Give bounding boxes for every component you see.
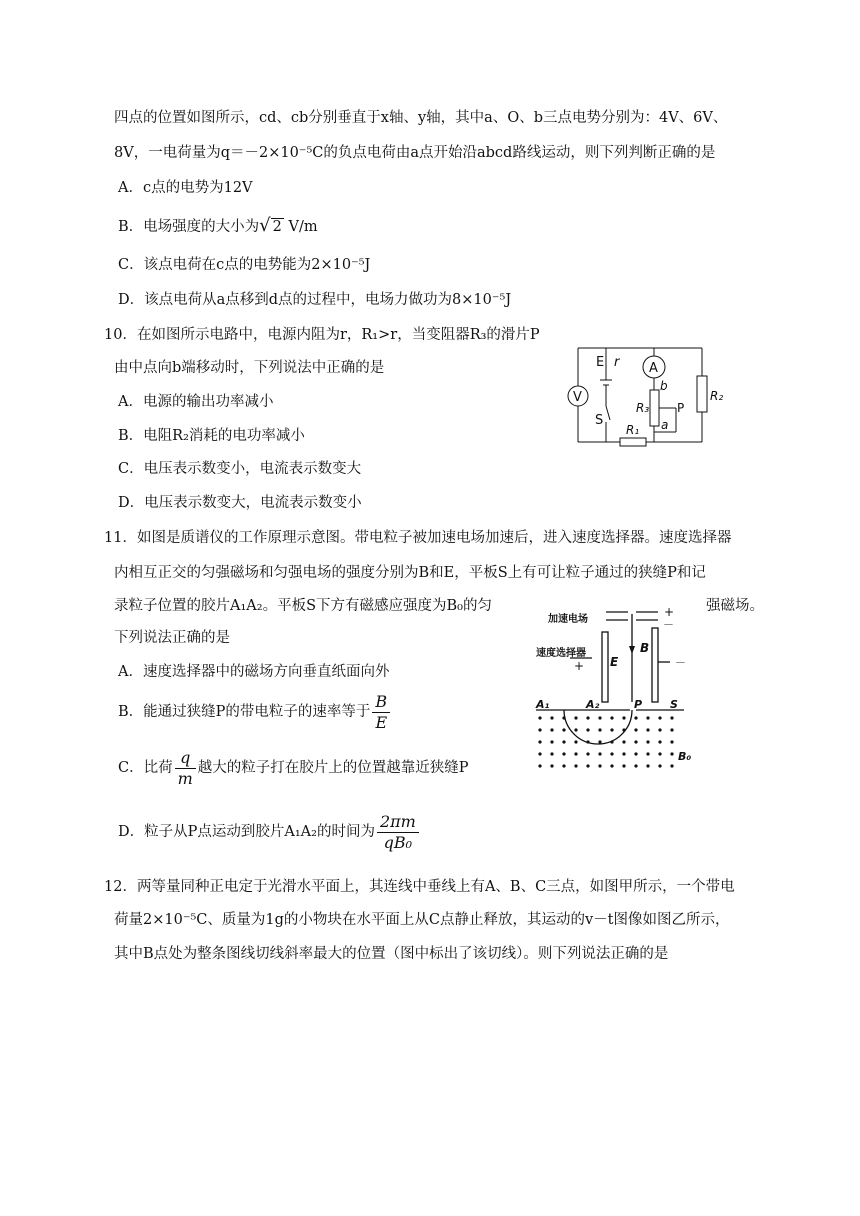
q12-stem-line3: 其中B点处为整条图线切线斜率最大的位置（图中标出了该切线）。则下列说法正确的是 (114, 946, 669, 962)
selector-plus-label: + (574, 659, 585, 673)
r1-label: R₁ (626, 423, 640, 437)
fraction-denominator: qB₀ (383, 832, 413, 852)
end-b-label: b (660, 379, 668, 393)
b-field-label: B (640, 641, 650, 655)
q11-option-c (118, 744, 469, 792)
internal-r-label: r (614, 355, 620, 370)
fraction-numerator: q (175, 748, 196, 769)
q9-option-b-text: B．电场强度的大小为 (118, 219, 260, 235)
accel-plus-label: + (664, 605, 675, 619)
fraction-numerator: 2πm (377, 812, 419, 833)
selector-label: 速度选择器 (536, 648, 586, 659)
q11-option-a: A．速度选择器中的磁场方向垂直纸面向外 (118, 664, 390, 680)
q11-stem-line4: 下列说法正确的是 (114, 630, 230, 646)
switch-label: S (595, 413, 604, 428)
q12-stem-line1: 12．两等量同种正电定于光滑水平面上，其连线中垂线上有A、B、C三点，如图甲所示，一个带电 (104, 879, 735, 895)
fraction-denominator: m (177, 768, 193, 788)
circuit-diagram (560, 340, 730, 456)
a2-label: A₂ (586, 698, 600, 711)
ammeter-label: A (649, 361, 658, 376)
q11-option-d (118, 808, 421, 856)
q10-stem-line2: 由中点向b端移动时，下列说法中正确的是 (114, 360, 385, 376)
q9-option-b-value: 2 (272, 219, 282, 235)
a1-label: A₁ (536, 698, 550, 711)
q11-option-d-text: D．粒子从P点运动到胶片A₁A₂的时间为 (118, 824, 375, 840)
fraction-numerator: B (372, 692, 390, 713)
fraction-b-over-e (372, 692, 390, 733)
q10-option-b: B．电阻R₂消耗的电功率减小 (118, 428, 305, 444)
q11-stem-line3-left: 录粒子位置的胶片A₁A₂。平板S下方有磁感应强度为B₀的匀 (114, 598, 492, 614)
sqrt-symbol: √ (259, 215, 271, 236)
s-plate-label: S (670, 698, 678, 711)
accel-minus-label: － (663, 618, 674, 631)
q9-option-c: C．该点电荷在c点的电势能为2×10⁻⁵J (118, 257, 371, 273)
source-label: E (596, 355, 605, 370)
magnetic-field-dots (538, 716, 673, 767)
q11-option-b-text: B．能通过狭缝P的带电粒子的速率等于 (118, 704, 371, 720)
q11-stem-line1: 11．如图是质谱仪的工作原理示意图。带电粒子被加速电场加速后，进入速度选择器。速度选择器 (104, 530, 732, 546)
q9-stem-line2: 8V，一电荷量为q＝－2×10⁻⁵C的负点电荷由a点开始沿abcd路线运动，则下列判断正确的是 (114, 145, 716, 161)
q9-option-b-unit: V/m (288, 219, 318, 235)
q10-stem-line1: 10．在如图所示电路中，电源内阻为r，R₁>r，当变阻器R₃的滑片P (104, 327, 540, 343)
b0-label: B₀ (678, 750, 692, 763)
mass-spectrometer-diagram (530, 602, 710, 782)
slider-label: P (677, 401, 685, 415)
voltmeter-label: V (573, 390, 582, 405)
fraction-2pim-over-qb0 (377, 812, 419, 853)
accel-field-label: 加速电场 (548, 614, 588, 625)
q10-option-c: C．电压表示数变小，电流表示数变大 (118, 461, 362, 477)
q12-stem-line2: 荷量2×10⁻⁵C、质量为1g的小物块在水平面上从C点静止释放，其运动的v－t图像如图乙所示， (114, 912, 730, 928)
selector-minus-label: － (675, 656, 686, 669)
q11-stem-line2: 内相互正交的匀强磁场和匀强电场的强度分别为B和E，平板S上有可让粒子通过的狭缝P和记 (114, 565, 706, 581)
q11-stem-line3-right: 强磁场。 (706, 598, 764, 614)
q9-stem-line1: 四点的位置如图所示，cd、cb分别垂直于x轴、y轴，其中a、O、b三点电势分别为：4V、6V、 (114, 110, 728, 126)
q9-option-d: D．该点电荷从a点移到d点的过程中，电场力做功为8×10⁻⁵J (118, 292, 512, 308)
p-slit-label: P (634, 698, 643, 711)
q11-option-c-text-tail: 越大的粒子打在胶片上的位置越靠近狭缝P (197, 760, 469, 776)
q11-option-b (118, 688, 392, 736)
end-a-label: a (661, 418, 669, 432)
q9-option-a: A．c点的电势为12V (118, 180, 253, 196)
q11-option-c-text: C．比荷 (118, 760, 173, 776)
e-field-label: E (610, 655, 619, 669)
fraction-q-over-m (175, 748, 196, 789)
q9-option-b (118, 216, 318, 237)
q10-option-a: A．电源的输出功率减小 (118, 394, 274, 410)
fraction-denominator: E (375, 712, 388, 732)
r3-label: R₃ (636, 401, 650, 415)
r2-label: R₂ (710, 389, 724, 403)
q10-option-d: D．电压表示数变大，电流表示数变小 (118, 495, 362, 511)
